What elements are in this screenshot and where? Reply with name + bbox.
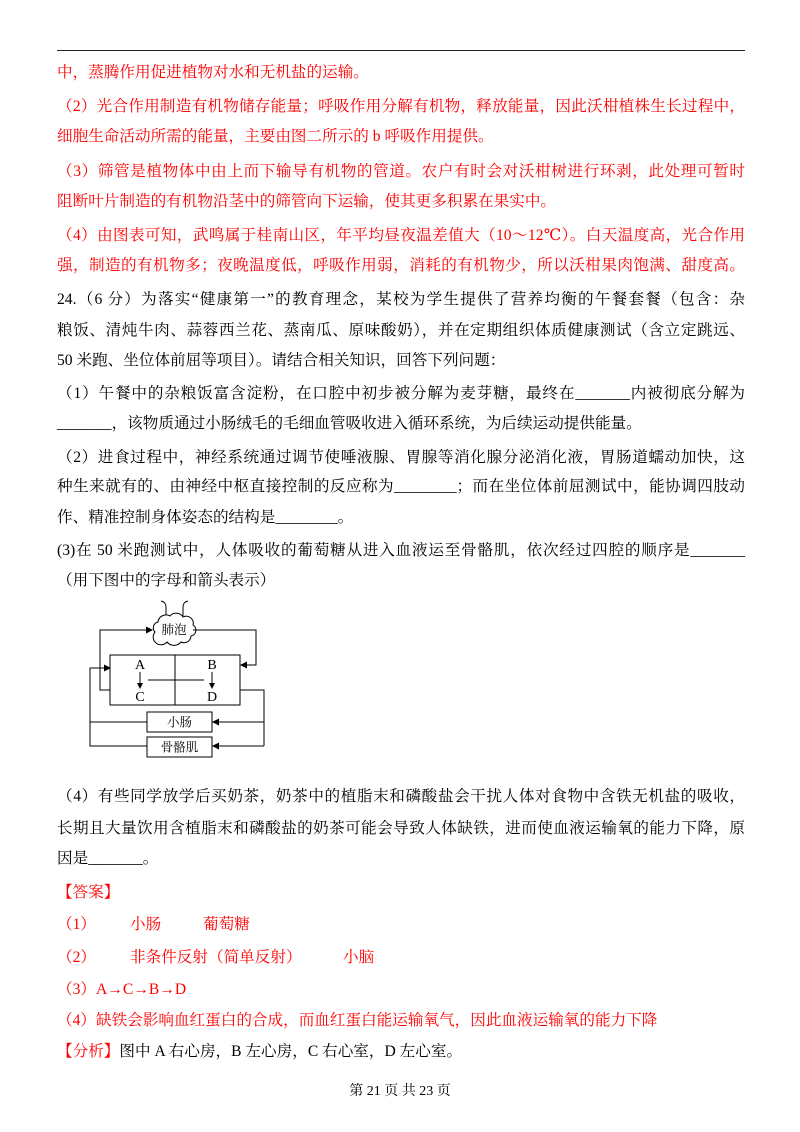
question-stem-line: 50 米跑、坐位体前屈等项目）。请结合相关知识，回答下列问题： [57,352,506,369]
circulation-diagram [80,598,280,768]
question-stem-line: 粮饭、清炖牛肉、蒜蓉西兰花、蒸南瓜、原味酸奶），并在定期组织体质健康测试（含立定跳远、 [57,322,745,339]
question-part2-line: 种生来就有的、由神经中枢直接控制的反应称为________；而在坐位体前屈测试中，能协调四肢动 [57,478,745,495]
body-to-heart-line [90,668,147,746]
answer-heading: 【答案】 [57,884,120,901]
heart-to-body-line [240,690,264,746]
answer-number: （1） [57,916,96,933]
answer-blank-2: 小脑 [343,949,375,966]
prev-analysis-line: 阻断叶片制造的有机物沿茎中的筛管向下运输，使其更多积累在果实中。 [57,193,557,210]
prev-analysis-line: （2）光合作用制造有机物储存能量；呼吸作用分解有机物，释放能量，因此沃柑植株生长过程中， [57,98,745,115]
analysis-text: 图中 A 右心房，B 左心房，C 右心室，D 左心室。 [119,1043,463,1060]
prev-analysis-line: （3）筛管是植物体中由上而下输导有机物的管道。农户有时会对沃柑树进行环剥，此处理可暂时 [57,163,745,180]
chamber-b-label: B [207,658,217,673]
answer-line-3: （3）A→C→B→D [57,981,187,998]
prev-analysis-line: （4）由图表可知，武鸣属于桂南山区，年平均昼夜温差值大（10～12℃）。白天温度高，光合作用 [57,227,745,244]
answer-line-4: （4）缺铁会影响血红蛋白的合成，而血红蛋白能运输氧气，因此血液运输氧的能力下降 [57,1012,658,1029]
chamber-d-label: D [206,690,218,705]
question-part4-line: 长期且大量饮用含植脂末和磷酸盐的奶茶可能会导致人体缺铁，进而使血液运输氧的能力下降，原 [57,820,745,837]
answer-line-2 [57,947,457,969]
question-part3-line: (3)在 50 米跑测试中，人体吸收的葡萄糖从进入血液运至骨骼肌，依次经过四腔的顺序是_______ [57,542,745,559]
airway-right-line [183,601,188,616]
prev-analysis-line: 中，蒸腾作用促进植物对水和无机盐的运输。 [57,64,369,81]
answer-line-1 [57,914,457,936]
page-footer: 第 21 页 共 23 页 [349,1084,451,1099]
question-part4-line: （4）有些同学放学后买奶茶，奶茶中的植脂末和磷酸盐会干扰人体对食物中含铁无机盐的吸收， [57,788,745,805]
answer-number: （2） [57,949,96,966]
question-part1-line: （1）午餐中的杂粮饭富含淀粉，在口腔中初步被分解为麦芽糖，最终在_______内被彻底分解为 [57,385,745,402]
answer-blank-1: 小肠 [130,916,162,933]
answer-blank-2: 葡萄糖 [203,916,250,933]
question-part4-line: 因是_______。 [57,850,159,867]
prev-analysis-line: 细胞生命活动所需的能量，主要由图二所示的 b 呼吸作用提供。 [57,128,494,145]
question-part3-line: （用下图中的字母和箭头表示） [57,572,276,589]
analysis-line [57,1041,462,1063]
answer-blank-1: 非条件反射（简单反射） [130,949,302,966]
header-rule [57,50,745,51]
lung-to-heart-line [193,630,256,665]
question-part2-line: （2）进食过程中，神经系统通过调节使唾液腺、胃腺等消化腺分泌消化液，胃肠道蠕动加快，这 [57,449,745,466]
small-intestine-label: 小肠 [166,715,193,730]
question-part2-line: 作、精准控制身体姿态的结构是________。 [57,509,354,526]
analysis-heading: 【分析】 [57,1043,120,1060]
airway-left-line [161,601,166,616]
prev-analysis-line: 强，制造的有机物多；夜晚温度低，呼吸作用弱，消耗的有机物少，所以沃柑果肉饱满、甜度高。 [57,257,745,274]
chamber-c-label: C [135,690,145,705]
question-part1-line: _______，该物质通过小肠绒毛的毛细血管吸收进入循环系统，为后续运动提供能量。 [57,415,642,432]
question-stem-line: 24.（6 分）为落实“健康第一”的教育理念，某校为学生提供了营养均衡的午餐套餐（包含：杂 [57,291,745,308]
skeletal-muscle-label: 骨骼肌 [160,740,199,755]
alveolus-label: 肺泡 [161,623,187,637]
chamber-a-label: A [134,658,146,673]
